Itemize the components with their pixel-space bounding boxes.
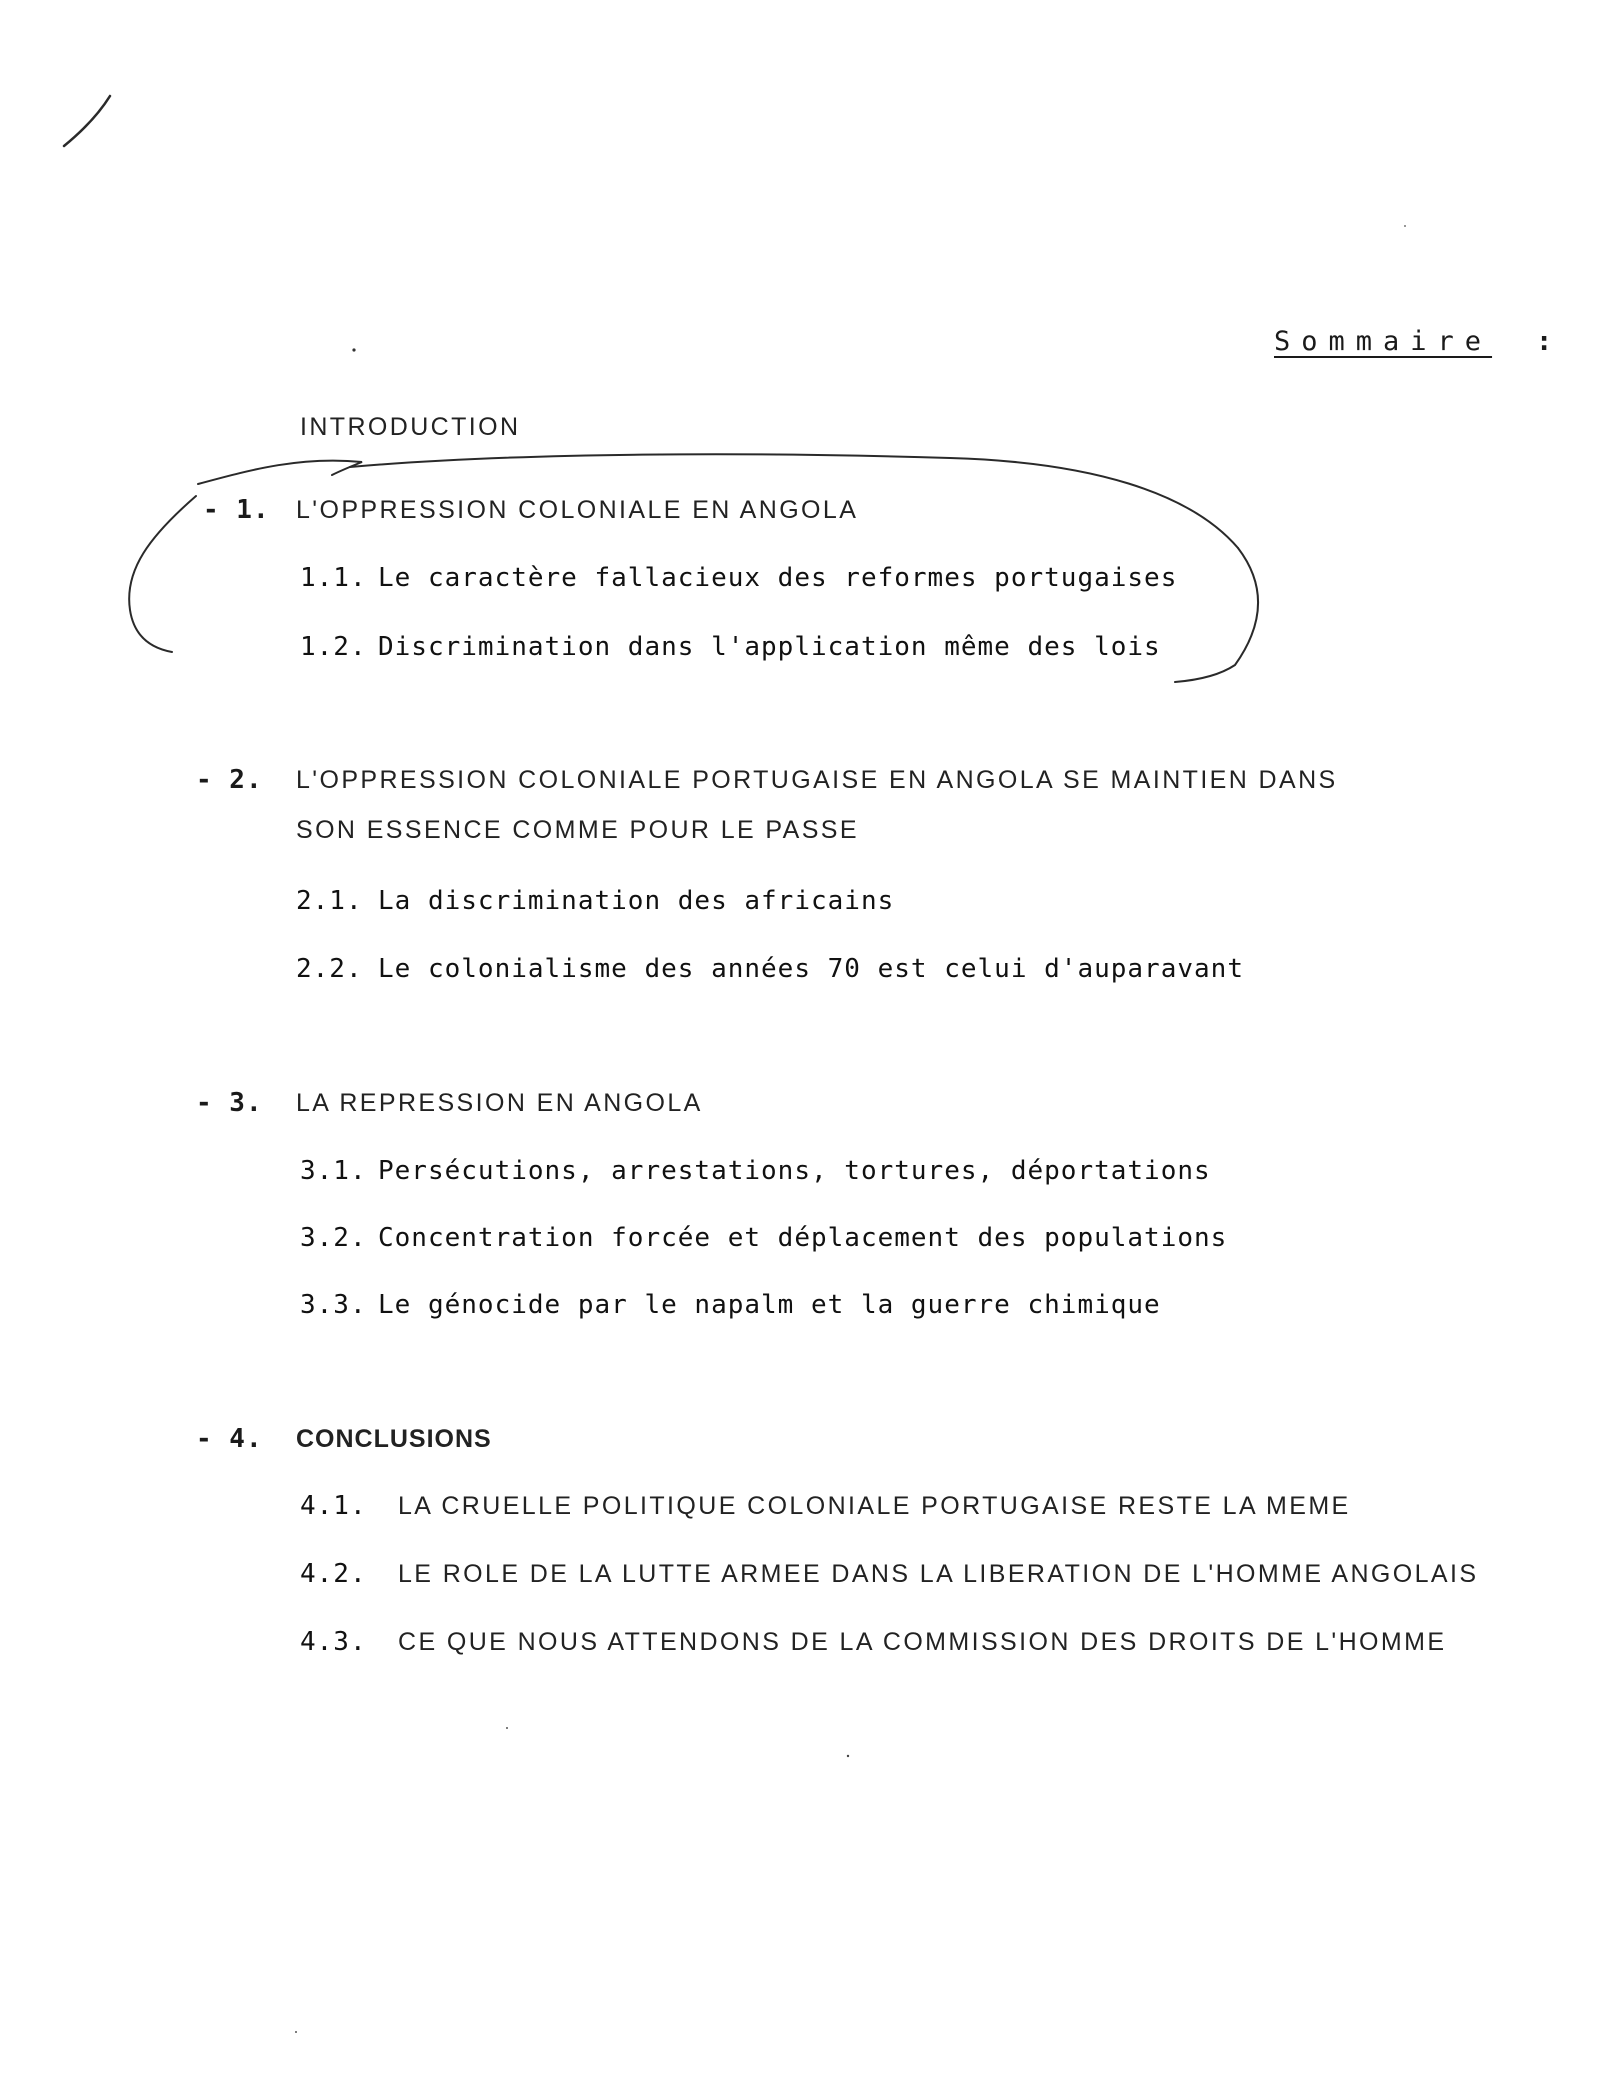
item-4-2-text: LE ROLE DE LA LUTTE ARMEE DANS LA LIBERATION DE L'HOMME ANGOLAIS (398, 1560, 1479, 1588)
item-3-1-text: Persécutions, arrestations, tortures, déportations (378, 1156, 1211, 1186)
item-4-1-text: LA CRUELLE POLITIQUE COLONIALE PORTUGAISE RESTE LA MEME (398, 1492, 1351, 1520)
item-3-3-text: Le génocide par le napalm et la guerre chimique (378, 1290, 1161, 1320)
introduction-heading: INTRODUCTION (300, 413, 521, 441)
item-2-1-number: 2.1. (296, 886, 363, 916)
paper-speck (506, 1727, 508, 1729)
item-2-2-text: Le colonialisme des années 70 est celui d'auparavant (378, 954, 1244, 984)
page-title: Sommaire (1274, 326, 1493, 357)
bracket-top-curl (198, 461, 362, 484)
section-1-title: L'OPPRESSION COLONIALE EN ANGOLA (296, 496, 859, 524)
item-1-1-number: 1.1. (300, 563, 367, 593)
item-2-1-text: La discrimination des africains (378, 886, 895, 916)
section-2-title-line-1: L'OPPRESSION COLONIALE PORTUGAISE EN ANGOLA SE MAINTIEN DANS (296, 766, 1338, 794)
section-3-number: - 3. (196, 1088, 263, 1118)
corner-pen-stroke (64, 96, 110, 146)
item-4-1-number: 4.1. (300, 1491, 367, 1521)
item-3-2-text: Concentration forcée et déplacement des populations (378, 1223, 1228, 1253)
item-1-2-number: 1.2. (300, 632, 367, 662)
section-2-title-line-2: SON ESSENCE COMME POUR LE PASSE (296, 816, 859, 844)
paper-speck (295, 2031, 297, 2033)
item-1-2-text: Discrimination dans l'application même des lois (378, 632, 1161, 662)
item-3-2-number: 3.2. (300, 1223, 367, 1253)
section-2-number: - 2. (196, 765, 263, 795)
item-4-3-number: 4.3. (300, 1627, 367, 1657)
item-1-1-text: Le caractère fallacieux des reformes portugaises (378, 563, 1178, 593)
item-4-3-text: CE QUE NOUS ATTENDONS DE LA COMMISSION DES DROITS DE L'HOMME (398, 1628, 1447, 1656)
section-1-number: - 1. (203, 495, 270, 525)
paper-speck (352, 348, 355, 351)
bracket-left-curve (129, 496, 196, 652)
item-3-1-number: 3.1. (300, 1156, 367, 1186)
paper-speck (1404, 225, 1406, 227)
item-2-2-number: 2.2. (296, 954, 363, 984)
title-colon: : (1536, 326, 1553, 357)
section-3-title: LA REPRESSION EN ANGOLA (296, 1089, 703, 1117)
section-4-number: - 4. (196, 1424, 263, 1454)
paper-speck (847, 1755, 849, 1757)
section-4-title: CONCLUSIONS (296, 1425, 492, 1453)
item-4-2-number: 4.2. (300, 1559, 367, 1589)
item-3-3-number: 3.3. (300, 1290, 367, 1320)
bracket-right-curve (1175, 548, 1258, 682)
